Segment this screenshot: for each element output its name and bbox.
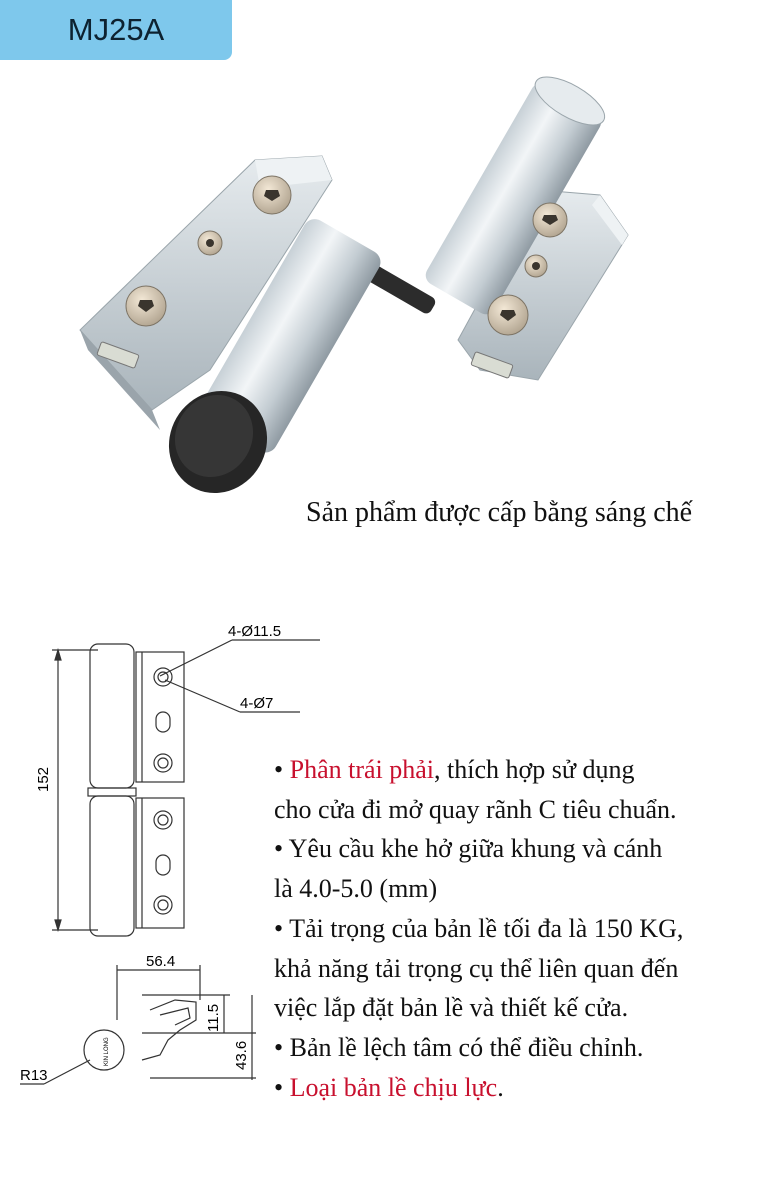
list-item: khả năng tải trọng cụ thể liên quan đến (274, 953, 679, 983)
list-item: là 4.0-5.0 (mm) (274, 874, 438, 904)
model-code: MJ25A (67, 12, 165, 47)
dim-height: 152 (35, 766, 52, 792)
feature-list (274, 750, 774, 1107)
list-item: • Tải trọng của bản lề tối đa là 150 KG, (274, 913, 684, 943)
dim-hole-large: 4-Ø11.5 (228, 623, 282, 640)
patent-caption: Sản phẩm được cấp bằng sáng chế (306, 497, 693, 528)
dim-hole-small: 4-Ø7 (240, 695, 274, 712)
dim-depth: 43.6 (233, 1040, 250, 1070)
dim-radius: R13 (20, 1067, 48, 1084)
dim-width: 56.4 (146, 953, 176, 970)
model-badge (0, 0, 232, 60)
list-item: • Yêu cầu khe hở giữa khung và cánh (274, 834, 663, 864)
list-item: việc lắp đặt bản lề và thiết kế cửa. (274, 993, 629, 1023)
list-item: • Bản lề lệch tâm có thể điều chỉnh. (274, 1032, 644, 1062)
hinge-photo (60, 70, 660, 510)
list-item: • Loại bản lề chịu lực. (274, 1072, 504, 1102)
list-item: • Phân trái phải, thích hợp sử dụng (274, 755, 635, 784)
list-item: cho cửa đi mở quay rãnh C tiêu chuẩn. (274, 794, 677, 824)
dim-depth-small: 11.5 (205, 1003, 222, 1032)
cap-text: KIN LONG (104, 1037, 110, 1066)
